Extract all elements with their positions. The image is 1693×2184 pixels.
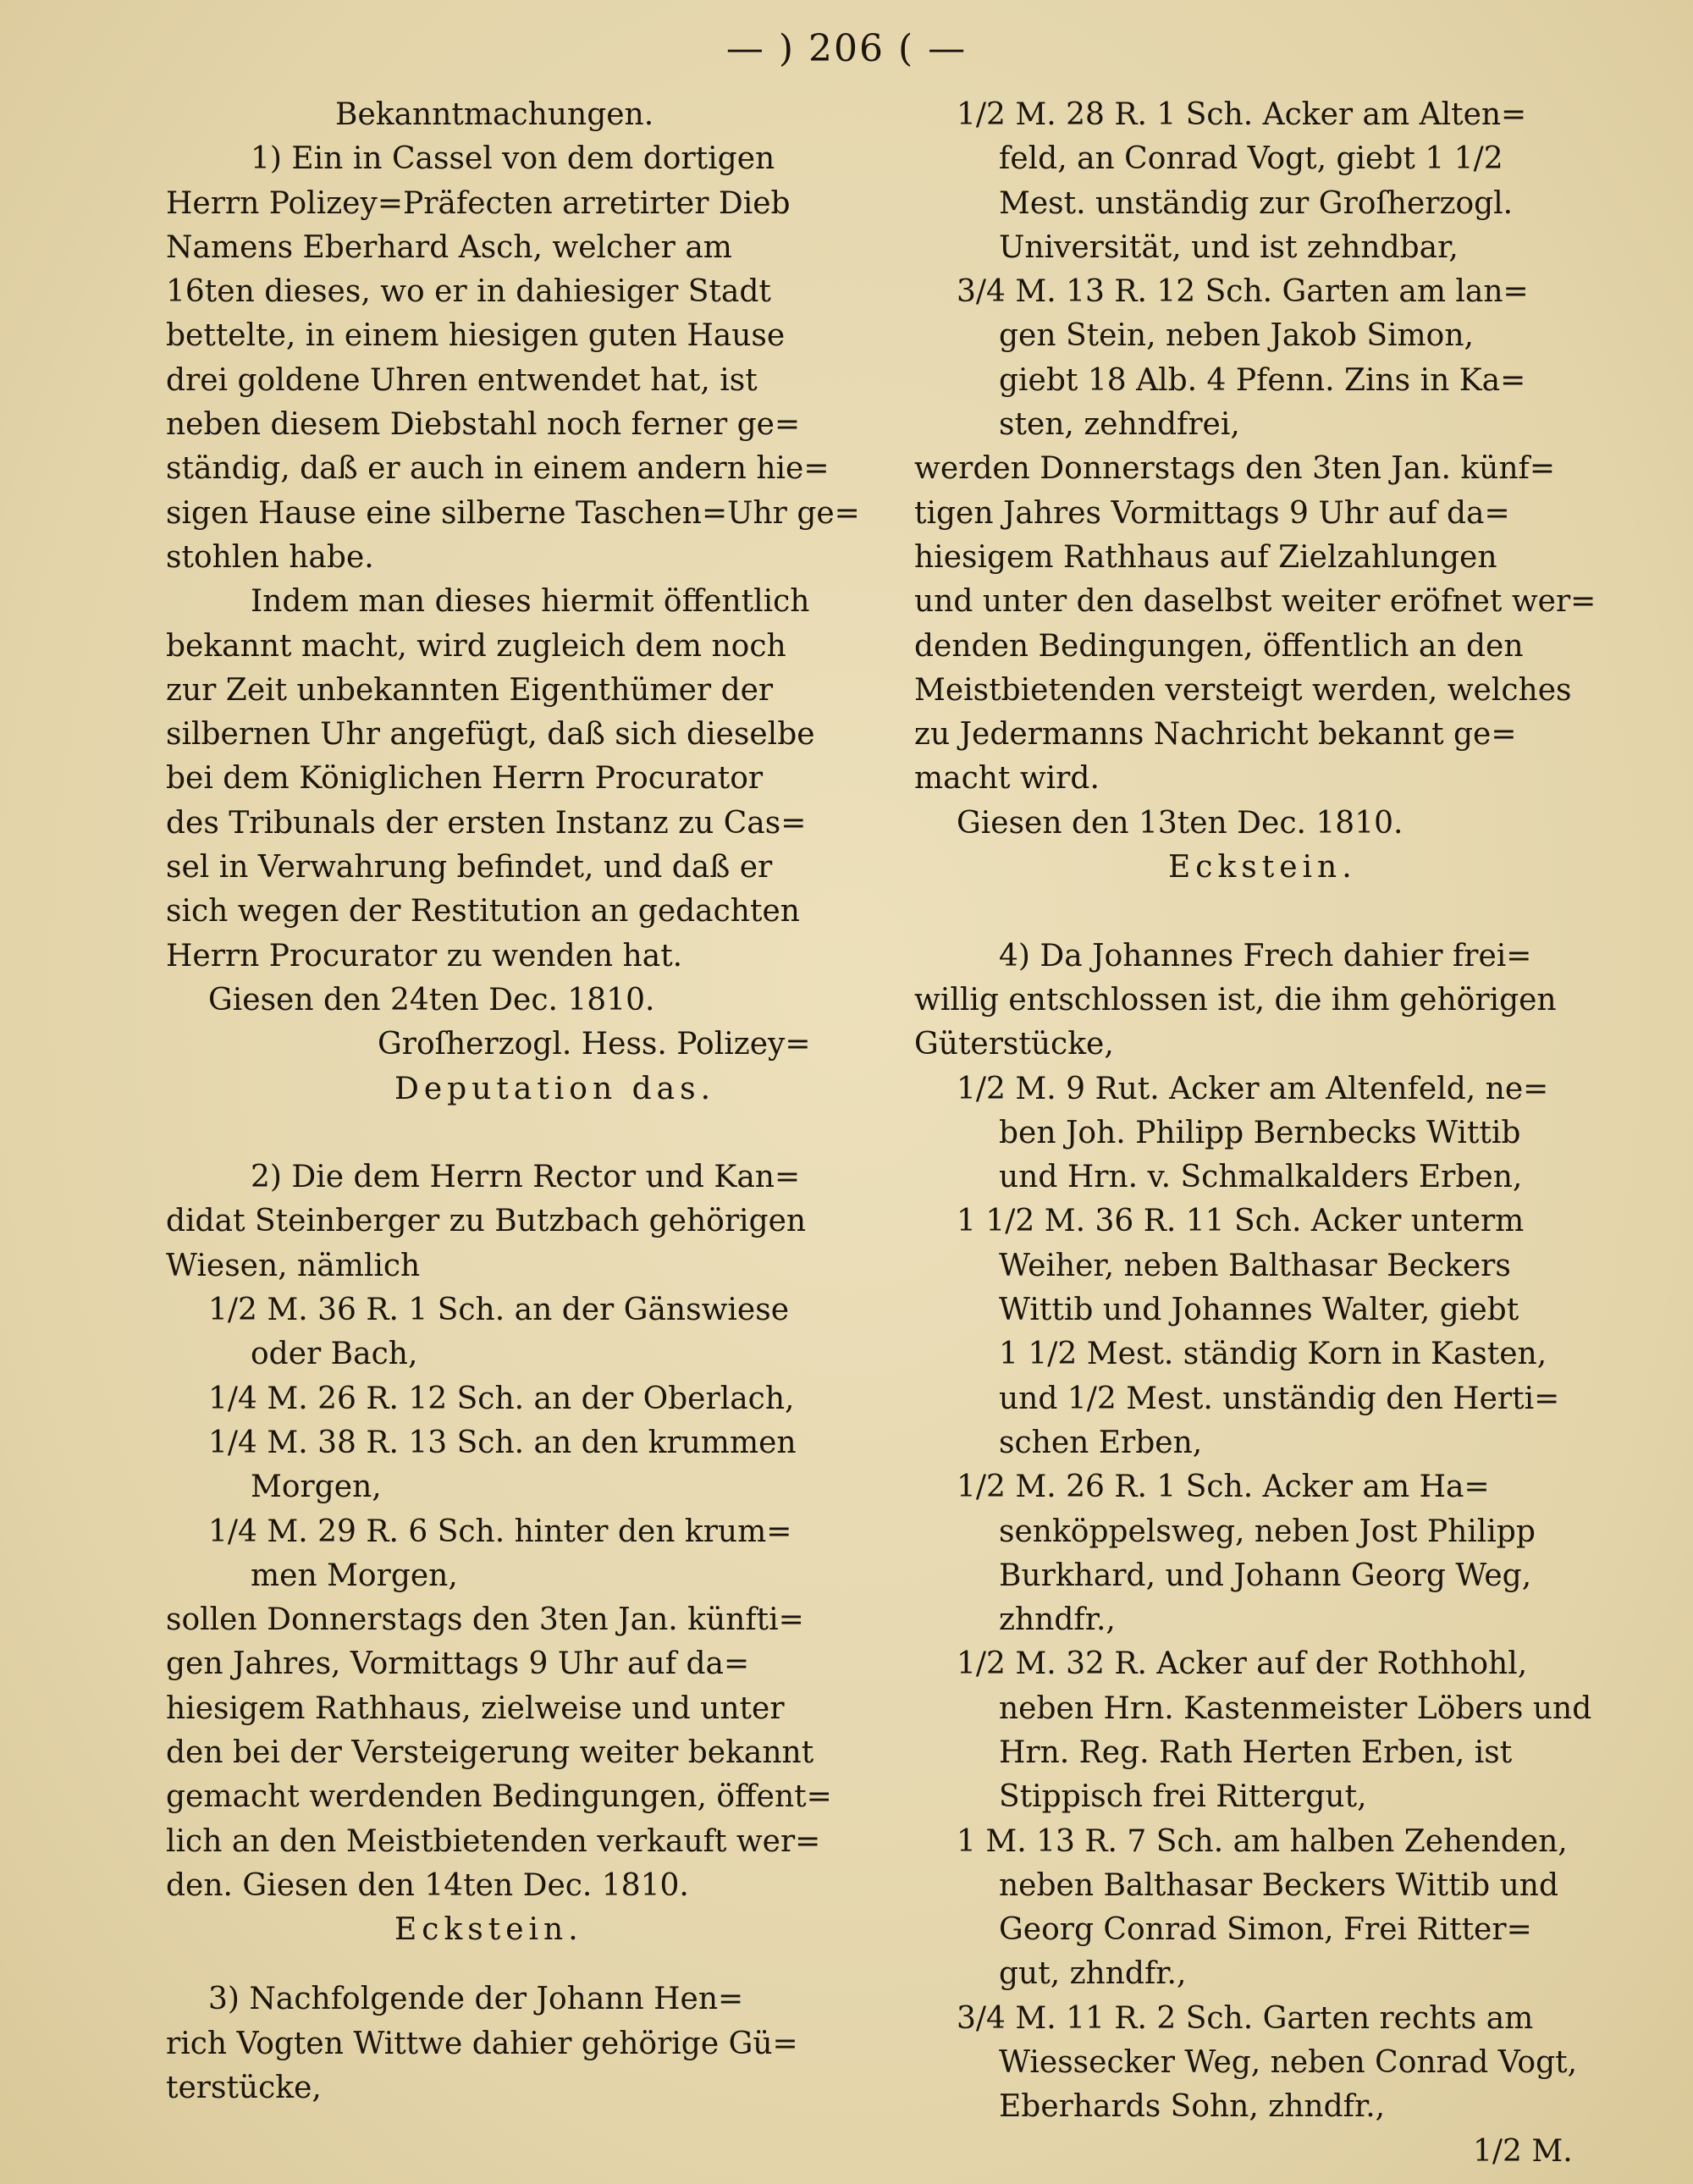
text-line: neben diesem Diebstahl noch ferner ge= (166, 407, 801, 443)
list-item: sten, zehndfrei, (999, 407, 1240, 443)
list-item: 1 1/2 M. 36 R. 11 Sch. Acker unterm (957, 1204, 1525, 1239)
catchword: 1/2 M. (1473, 2133, 1573, 2169)
list-item: neben Hrn. Kastenmeister Löbers und (999, 1690, 1592, 1726)
text-line: Namens Eberhard Asch, welcher am (166, 229, 732, 265)
list-item: 1 1/2 Mest. ständig Korn in Kasten, (999, 1337, 1547, 1372)
text-line: silbernen Uhr angefügt, daß sich dieselbe (166, 717, 815, 753)
list-item: gen Stein, neben Jakob Simon, (999, 318, 1474, 354)
text-line: hiesigem Rathhaus auf Zielzahlungen (914, 539, 1497, 575)
list-item: ben Joh. Philipp Bernbecks Wittib (999, 1115, 1521, 1150)
text-line: didat Steinberger zu Butzbach gehörigen (166, 1204, 807, 1239)
list-item: 1/4 M. 29 R. 6 Sch. hinter den krum= (208, 1514, 792, 1549)
text-line: zu Jedermanns Nachricht bekannt ge= (914, 717, 1517, 753)
list-item: Mest. unständig zur Groſherzogl. (999, 185, 1514, 221)
list-item: 1/4 M. 38 R. 13 Sch. an den krummen (208, 1425, 797, 1460)
text-line: sel in Verwahrung befindet, und daß er (166, 850, 773, 885)
signature: Eckstein. (394, 1912, 583, 1948)
signature: Deputation das. (394, 1071, 716, 1106)
text-line: Indem man dieses hiermit öffentlich (251, 584, 810, 620)
text-line: terstücke, (166, 2071, 322, 2106)
notice-1 (166, 137, 894, 1111)
list-item: 1/2 M. 28 R. 1 Sch. Acker am Alten= (957, 97, 1527, 132)
list-item: Burkhard, und Johann Georg Weg, (999, 1558, 1532, 1593)
left-column (166, 93, 894, 2110)
text-line: stohlen habe. (166, 539, 374, 575)
list-item: feld, an Conrad Vogt, giebt 1 1/2 (999, 141, 1503, 177)
text-line: gen Jahres, Vormittags 9 Uhr auf da= (166, 1646, 750, 1682)
right-column (914, 93, 1625, 2174)
list-item: schen Erben, (999, 1425, 1203, 1460)
text-line: drei goldene Uhren entwendet hat, ist (166, 362, 758, 398)
text-line: Wiesen, nämlich (166, 1248, 421, 1283)
notice-2 (166, 1155, 894, 1952)
list-item: Wiessecker Weg, neben Conrad Vogt, (999, 2045, 1578, 2081)
text-line: und unter den daselbst weiter eröfnet wer= (914, 584, 1596, 620)
page-number-header: — ) 206 ( — (725, 27, 968, 70)
text-line: sich wegen der Restitution an gedachten (166, 894, 800, 929)
list-item: Universität, und ist zehndbar, (999, 229, 1459, 265)
text-line: zur Zeit unbekannten Eigenthümer der (166, 672, 774, 708)
text-line: willig entschlossen ist, die ihm gehörigen (914, 982, 1557, 1018)
text-line: Herrn Polizey=Präfecten arretirter Dieb (166, 185, 791, 221)
text-line: 3) Nachfolgende der Johann Hen= (208, 1982, 744, 2017)
dateline: Giesen den 24ten Dec. 1810. (208, 982, 655, 1018)
list-item: Wittib und Johannes Walter, giebt (999, 1293, 1519, 1328)
text-line: gemacht werdenden Bedingungen, öffent= (166, 1779, 832, 1815)
text-line: hiesigem Rathhaus, zielweise und unter (166, 1690, 785, 1726)
text-line: macht wird. (914, 761, 1100, 797)
text-line: rich Vogten Wittwe dahier gehörige Gü= (166, 2026, 798, 2061)
list-item: Morgen, (251, 1470, 382, 1505)
signature: Eckstein. (1168, 850, 1357, 885)
text-line: sigen Hause eine silberne Taschen=Uhr ge= (166, 495, 860, 531)
list-item: Georg Conrad Simon, Frei Ritter= (999, 1912, 1532, 1948)
text-line: den bei der Versteigerung weiter bekannt (166, 1735, 814, 1770)
text-line: des Tribunals der ersten Instanz zu Cas= (166, 805, 807, 841)
list-item: Eberhards Sohn, zhndfr., (999, 2089, 1386, 2125)
text-line: denden Bedingungen, öffentlich an den (914, 628, 1524, 664)
notice-4 (914, 935, 1625, 2174)
list-item: Hrn. Reg. Rath Herten Erben, ist (999, 1735, 1513, 1770)
list-item: 1/2 M. 36 R. 1 Sch. an der Gänswiese (208, 1293, 790, 1328)
list-item: neben Balthasar Beckers Wittib und (999, 1867, 1559, 1903)
list-item: zhndfr., (999, 1602, 1116, 1638)
dateline: Giesen den 13ten Dec. 1810. (957, 805, 1403, 841)
list-item: 1/2 M. 32 R. Acker auf der Rothhohl, (957, 1646, 1528, 1682)
text-line: sollen Donnerstags den 3ten Jan. künfti= (166, 1602, 804, 1638)
text-line: Meistbietenden versteigt werden, welches (914, 672, 1572, 708)
text-line: 4) Da Johannes Frech dahier frei= (999, 938, 1532, 973)
text-line: den. Giesen den 14ten Dec. 1810. (166, 1867, 689, 1903)
text-line: ständig, daß er auch in einem andern hie= (166, 451, 830, 487)
list-item: 1/4 M. 26 R. 12 Sch. an der Oberlach, (208, 1381, 795, 1416)
notice-3-continued (914, 93, 1625, 890)
signature: Groſherzogl. Hess. Polizey= (378, 1027, 811, 1062)
text-line: tigen Jahres Vormittags 9 Uhr auf da= (914, 495, 1510, 531)
text-line: 16ten dieses, wo er in dahiesiger Stadt (166, 274, 771, 310)
text-line: Güterstücke, (914, 1027, 1114, 1062)
list-item: und Hrn. v. Schmalkalders Erben, (999, 1160, 1523, 1195)
list-item: 1/2 M. 26 R. 1 Sch. Acker am Ha= (957, 1470, 1490, 1505)
list-item: und 1/2 Mest. unständig den Herti= (999, 1381, 1560, 1416)
section-heading: Bekanntmachungen. (335, 97, 654, 132)
notice-3-start (166, 1977, 894, 2110)
text-line: lich an den Meistbietenden verkauft wer= (166, 1823, 821, 1859)
list-item: gut, zhndfr., (999, 1956, 1187, 1992)
list-item: 1 M. 13 R. 7 Sch. am halben Zehenden, (957, 1823, 1568, 1859)
list-item: 1/2 M. 9 Rut. Acker am Altenfeld, ne= (957, 1071, 1549, 1106)
text-line: bei dem Königlichen Herrn Procurator (166, 761, 764, 797)
text-line: werden Donnerstags den 3ten Jan. künf= (914, 451, 1556, 487)
list-item: Stippisch frei Rittergut, (999, 1779, 1367, 1815)
list-item: oder Bach, (251, 1337, 418, 1372)
text-line: Herrn Procurator zu wenden hat. (166, 938, 683, 973)
text-line: 2) Die dem Herrn Rector und Kan= (251, 1160, 801, 1195)
list-item: 3/4 M. 13 R. 12 Sch. Garten am lan= (957, 274, 1529, 310)
list-item: giebt 18 Alb. 4 Pfenn. Zins in Ka= (999, 362, 1526, 398)
text-line: bettelte, in einem hiesigen guten Hause (166, 318, 786, 354)
list-item: men Morgen, (251, 1558, 458, 1593)
list-item: senköppelsweg, neben Jost Philipp (999, 1514, 1536, 1549)
text-line: bekannt macht, wird zugleich dem noch (166, 628, 786, 664)
text-line: 1) Ein in Cassel von dem dortigen (251, 141, 775, 177)
list-item: Weiher, neben Balthasar Beckers (999, 1248, 1511, 1283)
list-item: 3/4 M. 11 R. 2 Sch. Garten rechts am (957, 2000, 1534, 2036)
